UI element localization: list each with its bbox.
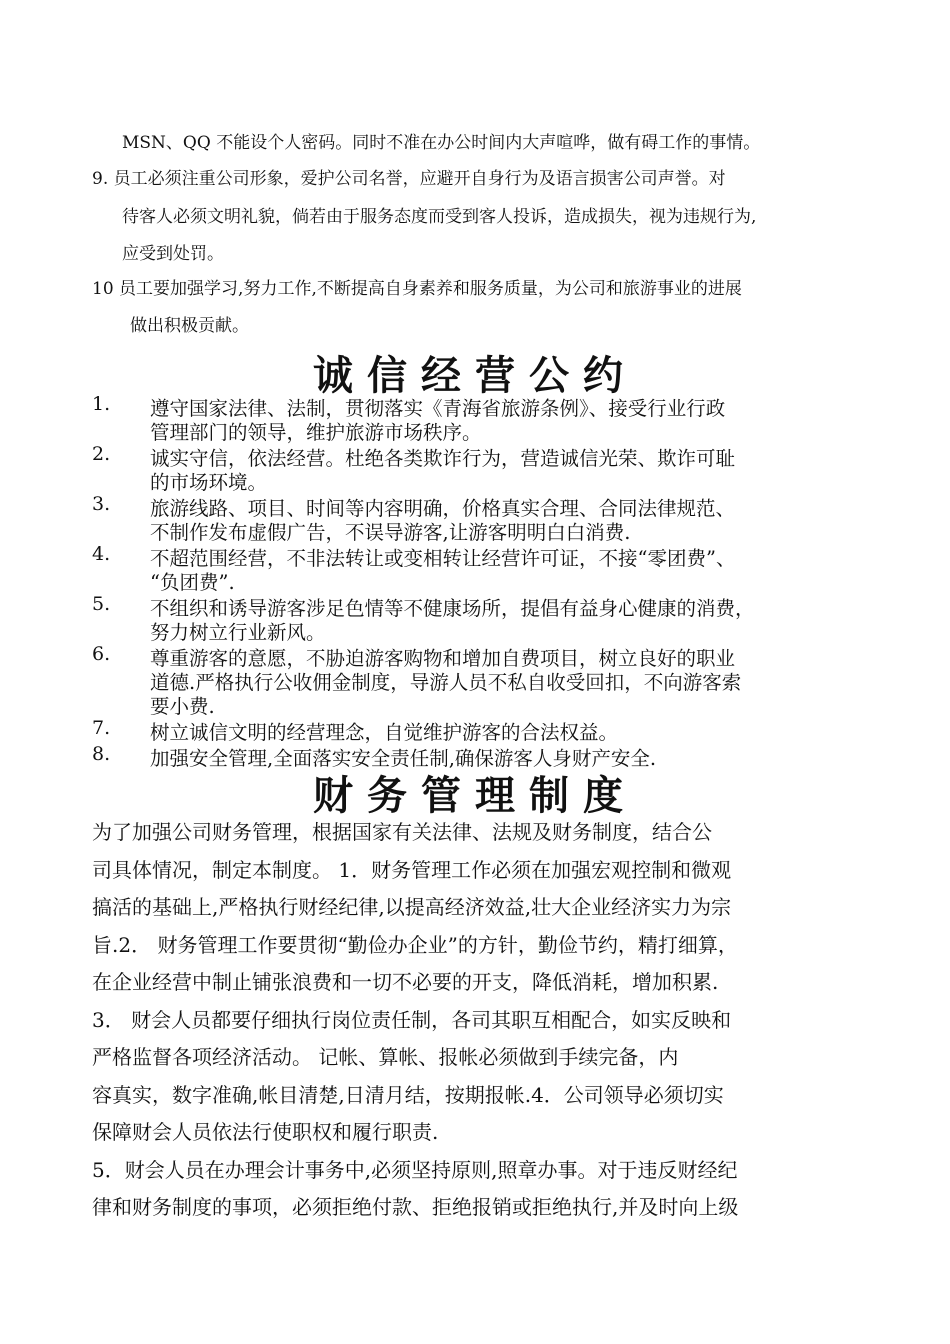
text-line: 待客人必须文明礼貌，倘若由于服务态度而受到客人投诉，造成损失，视为违规行为, [122,207,757,227]
section-title: 财务管理制度 [313,772,637,819]
paragraph-line: 容真实，数字准确,帐目清楚,日清月结，按期报帐.4．公司领导必须切实 [92,1082,724,1107]
list-item-text: 不制作发布虚假广告，不误导游客,让游客明明白白消费. [150,521,631,544]
list-item-text: 遵守国家法律、法制，贯彻落实《青海省旅游条例》、接受行业行政 [150,397,726,420]
list-item-text: 旅游线路、项目、时间等内容明确，价格真实合理、合同法律规范、 [150,497,736,520]
list-item-number: 8. [92,743,111,765]
list-item-text: 道德.严格执行公收佣金制度，导游人员不私自收受回扣，不向游客索 [150,671,742,694]
paragraph-line: 为了加强公司财务管理，根据国家有关法律、法规及财务制度，结合公 [92,820,712,844]
list-item-text: 的市场环境。 [150,471,268,494]
list-item-number: 3. [92,493,111,515]
list-item-text: 加强安全管理,全面落实安全责任制,确保游客人身财产安全. [150,747,657,770]
list-item-number: 5. [92,593,111,615]
list-item-text: 诚实守信，依法经营。杜绝各类欺诈行为，营造诚信光荣、欺诈可耻 [150,447,736,470]
paragraph-line: 旨.2． 财务管理工作要贯彻“勤俭办企业”的方针，勤俭节约，精打细算， [92,932,738,957]
paragraph-line: 5．财会人员在办理会计事务中,必须坚持原则,照章办事。对于违反财经纪 [92,1157,738,1182]
text-line: 10 员工要加强学习,努力工作,不断提高自身素养和服务质量，为公司和旅游事业的进展 [92,279,742,299]
list-item-number: 7. [92,717,111,739]
list-item-text: 尊重游客的意愿，不胁迫游客购物和增加自费项目，树立良好的职业 [150,647,736,670]
list-item-number: 4. [92,543,111,565]
section-title: 诚信经营公约 [313,352,637,399]
list-item-text: 管理部门的领导，维护旅游市场秩序。 [150,421,482,444]
list-item-text: 树立诚信文明的经营理念，自觉维护游客的合法权益。 [150,721,619,744]
paragraph-line: 搞活的基础上,严格执行财经纪律,以提高经济效益,壮大企业经济实力为宗 [92,895,732,919]
list-item-number: 2. [92,443,111,465]
paragraph-line: 律和财务制度的事项，必须拒绝付款、拒绝报销或拒绝执行,并及时向上级 [92,1195,739,1219]
paragraph-line: 保障财会人员依法行使职权和履行职责. [92,1120,439,1144]
text-line: 做出积极贡献。 [130,316,249,336]
paragraph-line: 司具体情况，制定本制度。 1．财务管理工作必须在加强宏观控制和微观 [92,857,732,882]
list-item-number: 1. [92,393,111,415]
paragraph-line: 3． 财会人员都要仔细执行岗位责任制，各司其职互相配合，如实反映和 [92,1007,732,1032]
list-item-text: 要小费. [150,695,215,718]
list-item-text: 不超范围经营，不非法转让或变相转让经营许可证，不接“零团费”、 [150,547,736,570]
paragraph-line: 严格监督各项经济活动。 记帐、算帐、报帐必须做到手续完备，内 [92,1045,679,1069]
list-item-text: “负团费”. [150,571,235,594]
text-line: 应受到处罚。 [122,244,224,264]
list-item-text: 努力树立行业新风。 [150,621,326,644]
paragraph-line: 在企业经营中制止铺张浪费和一切不必要的开支，降低消耗，增加积累. [92,970,719,994]
text-line: MSN、QQ 不能设个人密码。同时不准在办公时间内大声喧哗，做有碍工作的事情。 [122,133,761,153]
list-item-text: 不组织和诱导游客涉足色情等不健康场所，提倡有益身心健康的消费， [150,597,755,620]
text-line: 9. 员工必须注重公司形象，爱护公司名誉，应避开自身行为及语言损害公司声誉。对 [92,169,726,189]
list-item-number: 6. [92,643,111,665]
